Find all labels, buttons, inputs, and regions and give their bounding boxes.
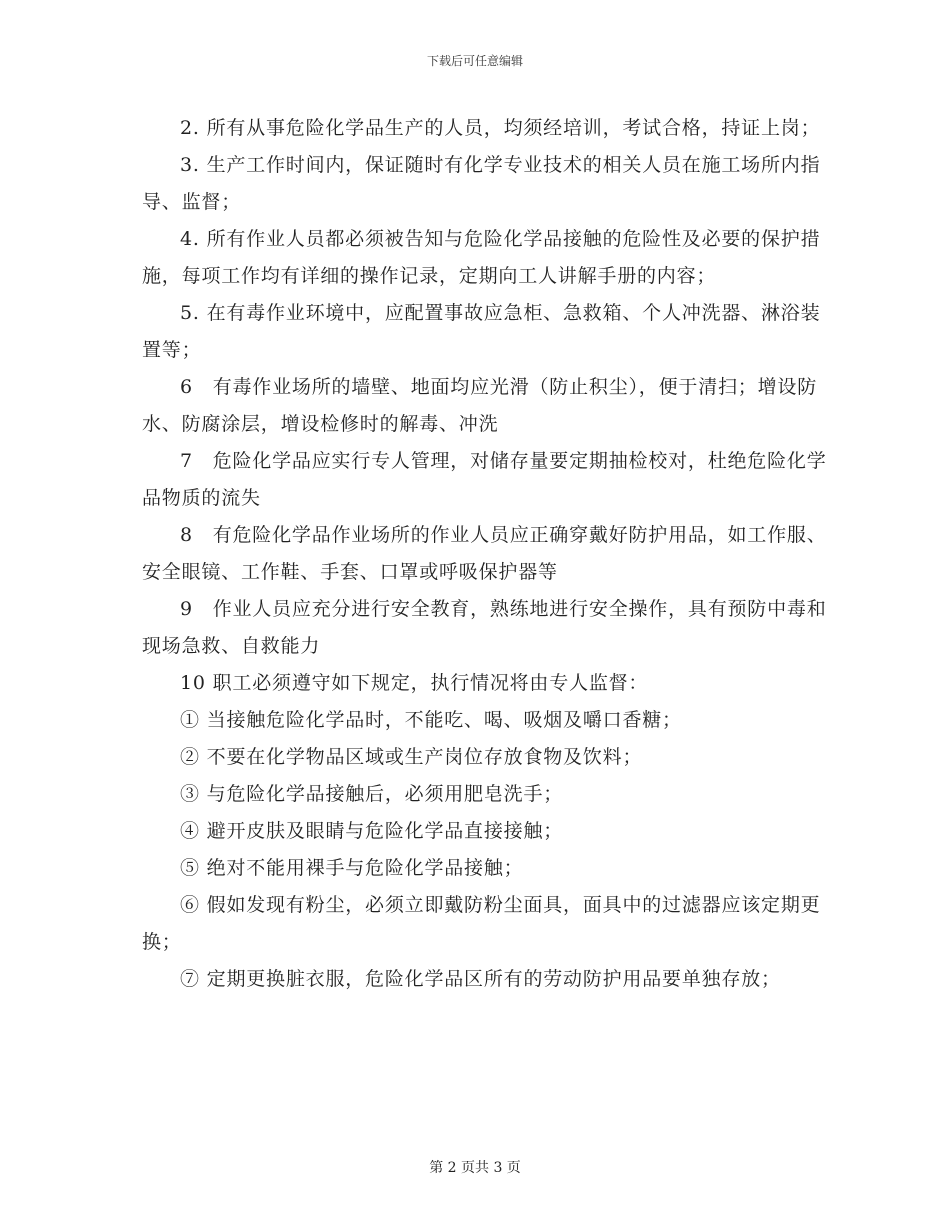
paragraph-item-7: 7 危险化学品应实行专人管理，对储存量要定期抽检校对，杜绝危险化学品物质的流失	[142, 450, 827, 509]
paragraph-item-8: 8 有危险化学品作业场所的作业人员应正确穿戴好防护用品，如工作服、安全眼镜、工作鞋、手套、口罩或呼吸保护器等	[142, 524, 827, 583]
paragraph-item-10: 10 职工必须遵守如下规定，执行情况将由专人监督：	[180, 672, 649, 694]
rule-item-3: ③ 与危险化学品接触后，必须用肥皂洗手；	[180, 783, 564, 805]
paragraph-item-4: 4. 所有作业人员都必须被告知与危险化学品接触的危险性及必要的保护措施，每项工作均有详细的操作记录，定期向工人讲解手册的内容；	[142, 228, 821, 287]
rule-item-6: ⑥ 假如发现有粉尘，必须立即戴防粉尘面具，面具中的过滤器应该定期更换；	[142, 894, 821, 953]
rule-item-4: ④ 避开皮肤及眼睛与危险化学品直接接触；	[180, 820, 564, 842]
paragraph-item-6: 6 有毒作业场所的墙壁、地面均应光滑（防止积尘），便于清扫；增设防水、防腐涂层，增设检修时的解毒、冲洗	[142, 376, 817, 435]
page-footer: 第 2 页共 3 页	[429, 1160, 521, 1176]
paragraph-item-9: 9 作业人员应充分进行安全教育，熟练地进行安全操作，具有预防中毒和现场急救、自救能力	[142, 598, 827, 657]
paragraph-item-2: 2. 所有从事危险化学品生产的人员，均须经培训，考试合格，持证上岗；	[180, 117, 821, 139]
rule-item-2: ② 不要在化学物品区域或生产岗位存放食物及饮料；	[180, 746, 643, 768]
rule-item-7: ⑦ 定期更换脏衣服，危险化学品区所有的劳动防护用品要单独存放；	[180, 968, 781, 990]
document-body	[142, 110, 832, 998]
rule-item-5: ⑤ 绝对不能用裸手与危险化学品接触；	[180, 857, 524, 879]
paragraph-item-3: 3. 生产工作时间内，保证随时有化学专业技术的相关人员在施工场所内指导、监督；	[142, 154, 821, 213]
paragraph-item-5: 5. 在有毒作业环境中，应配置事故应急柜、急救箱、个人冲洗器、淋浴装置等；	[142, 302, 821, 361]
page-header: 下载后可任意编辑	[426, 54, 523, 68]
rule-item-1: ① 当接触危险化学品时，不能吃、喝、吸烟及嚼口香糖；	[180, 709, 682, 731]
